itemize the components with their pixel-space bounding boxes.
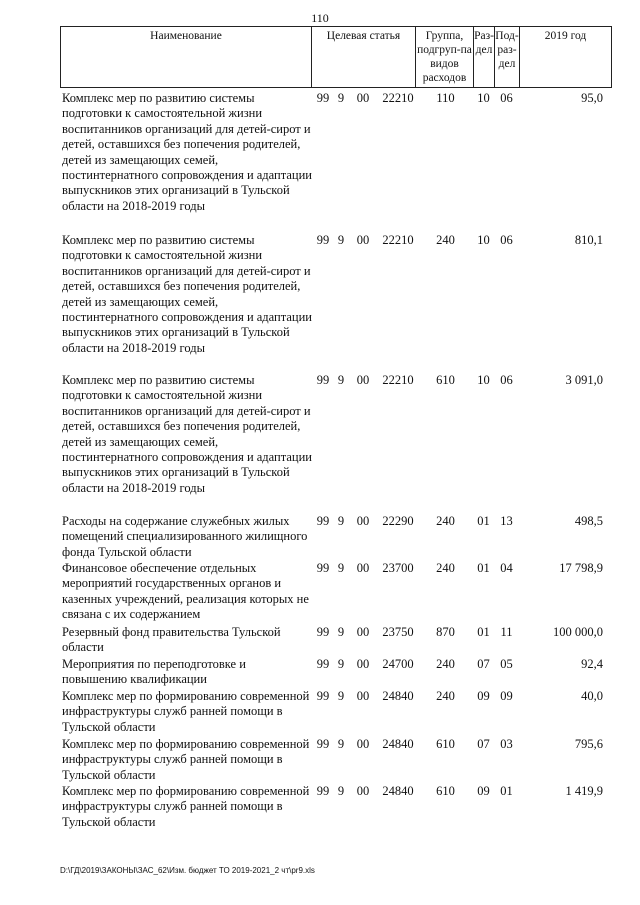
row-group: 610 — [436, 784, 455, 798]
row-name: Мероприятия по переподготовке и повышению квалификации — [62, 657, 246, 687]
row-code-program: 99 — [316, 784, 330, 798]
row-name: Комплекс мер по развитию системы подготовки к самостоятельной жизни воспитанников организаций для детей-сирот и детей, оставшихся без попечения родителей, детей из замещающих семей, постинтернатного сопровождения и адаптации выпускников этих организаций в Тульской области на 2018-2019 годы — [62, 233, 312, 355]
row-code-direction: 24840 — [382, 689, 414, 703]
row-code-main: 00 — [356, 373, 370, 387]
footer-file-path: D:\ГД\2019\ЗАКОНЫ\ЗАС_62\Изм. бюджет ТО 2019-2021_2 чт\pr9.xls — [60, 866, 315, 875]
row-podrazdel: 04 — [500, 561, 513, 575]
row-code-main: 00 — [356, 625, 370, 639]
row-group: 110 — [436, 91, 455, 105]
row-razdel: 07 — [477, 657, 490, 671]
row-razdel: 01 — [477, 625, 490, 639]
row-code-main: 00 — [356, 737, 370, 751]
row-code-direction: 24840 — [382, 784, 414, 798]
row-podrazdel: 05 — [500, 657, 513, 671]
row-code-direction: 24700 — [382, 657, 414, 671]
row-code-direction: 23700 — [382, 561, 414, 575]
row-code-main: 00 — [356, 233, 370, 247]
row-code-direction: 22210 — [382, 91, 414, 105]
row-razdel: 10 — [477, 373, 490, 387]
row-group: 610 — [436, 373, 455, 387]
row-code-direction: 23750 — [382, 625, 414, 639]
row-name: Комплекс мер по развитию системы подготовки к самостоятельной жизни воспитанников организаций для детей-сирот и детей, оставшихся без попечения родителей, детей из замещающих семей, постинтернатного сопровождения и адаптации выпускников этих организаций в Тульской области на 2018-2019 годы — [62, 373, 312, 495]
row-amount: 795,6 — [574, 737, 603, 751]
row-code-main: 00 — [356, 689, 370, 703]
row-razdel: 10 — [477, 233, 490, 247]
row-code-program: 99 — [316, 737, 330, 751]
row-podrazdel: 06 — [500, 233, 513, 247]
header-name: Наименование — [150, 30, 222, 42]
table-header — [60, 26, 612, 88]
row-group: 240 — [436, 689, 455, 703]
row-code-program: 99 — [316, 689, 330, 703]
row-code-subprogram: 9 — [337, 689, 345, 703]
row-name: Финансовое обеспечение отдельных мероприятий государственных органов и казенных учреждений, реализация которых не связана с их содержанием — [62, 561, 309, 622]
row-razdel: 07 — [477, 737, 490, 751]
row-code-program: 99 — [316, 233, 330, 247]
row-code-main: 00 — [356, 514, 370, 528]
row-group: 240 — [436, 233, 455, 247]
row-code-main: 00 — [356, 784, 370, 798]
row-podrazdel: 13 — [500, 514, 513, 528]
row-amount: 498,5 — [574, 514, 603, 528]
row-podrazdel: 11 — [500, 625, 513, 639]
row-name: Резервный фонд правительства Тульской области — [62, 625, 281, 655]
row-razdel: 09 — [477, 689, 490, 703]
row-podrazdel: 03 — [500, 737, 513, 751]
row-amount: 3 091,0 — [565, 373, 603, 387]
row-code-main: 00 — [356, 91, 370, 105]
row-code-program: 99 — [316, 625, 330, 639]
row-podrazdel: 01 — [500, 784, 513, 798]
row-group: 870 — [436, 625, 455, 639]
row-code-subprogram: 9 — [337, 373, 345, 387]
row-code-subprogram: 9 — [337, 625, 345, 639]
row-code-main: 00 — [356, 561, 370, 575]
row-amount: 40,0 — [581, 689, 603, 703]
row-name: Комплекс мер по развитию системы подготовки к самостоятельной жизни воспитанников организаций для детей-сирот и детей, оставшихся без попечения родителей, детей из замещающих семей, постинтернатного сопровождения и адаптации выпускников этих организаций в Тульской области на 2018-2019 годы — [62, 91, 312, 213]
row-amount: 810,1 — [574, 233, 603, 247]
header-razdel: Раз-дел — [473, 27, 494, 87]
row-razdel: 10 — [477, 91, 490, 105]
row-razdel: 09 — [477, 784, 490, 798]
row-name: Комплекс мер по формированию современной инфраструктуры служб ранней помощи в Тульской области — [62, 784, 310, 829]
row-podrazdel: 09 — [500, 689, 513, 703]
row-podrazdel: 06 — [500, 373, 513, 387]
row-code-direction: 24840 — [382, 737, 414, 751]
header-podrazdel: Под-раз-дел — [494, 27, 519, 87]
row-amount: 17 798,9 — [559, 561, 603, 575]
row-code-subprogram: 9 — [337, 784, 345, 798]
row-code-direction: 22290 — [382, 514, 414, 528]
row-name: Расходы на содержание служебных жилых помещений специализированного жилищного фонда Тульской области — [62, 514, 308, 559]
row-code-program: 99 — [316, 561, 330, 575]
header-year: 2019 год — [519, 27, 611, 87]
header-target: Целевая статья — [311, 27, 415, 87]
row-code-subprogram: 9 — [337, 657, 345, 671]
row-amount: 95,0 — [581, 91, 603, 105]
row-code-main: 00 — [356, 657, 370, 671]
row-group: 240 — [436, 514, 455, 528]
row-group: 240 — [436, 561, 455, 575]
row-amount: 92,4 — [581, 657, 603, 671]
row-group: 610 — [436, 737, 455, 751]
row-code-subprogram: 9 — [337, 91, 345, 105]
row-amount: 100 000,0 — [553, 625, 603, 639]
row-group: 240 — [436, 657, 455, 671]
page-number: 110 — [311, 11, 329, 25]
row-razdel: 01 — [477, 514, 490, 528]
row-name: Комплекс мер по формированию современной инфраструктуры служб ранней помощи в Тульской области — [62, 737, 310, 782]
row-razdel: 01 — [477, 561, 490, 575]
row-code-program: 99 — [316, 514, 330, 528]
row-code-program: 99 — [316, 657, 330, 671]
row-podrazdel: 06 — [500, 91, 513, 105]
row-amount: 1 419,9 — [565, 784, 603, 798]
row-code-subprogram: 9 — [337, 737, 345, 751]
row-code-subprogram: 9 — [337, 561, 345, 575]
header-group: Группа, подгруп-па видов расходов — [415, 27, 473, 87]
row-code-subprogram: 9 — [337, 514, 345, 528]
row-code-direction: 22210 — [382, 233, 414, 247]
row-code-program: 99 — [316, 91, 330, 105]
row-name: Комплекс мер по формированию современной инфраструктуры служб ранней помощи в Тульской области — [62, 689, 310, 734]
row-code-subprogram: 9 — [337, 233, 345, 247]
row-code-direction: 22210 — [382, 373, 414, 387]
row-code-program: 99 — [316, 373, 330, 387]
